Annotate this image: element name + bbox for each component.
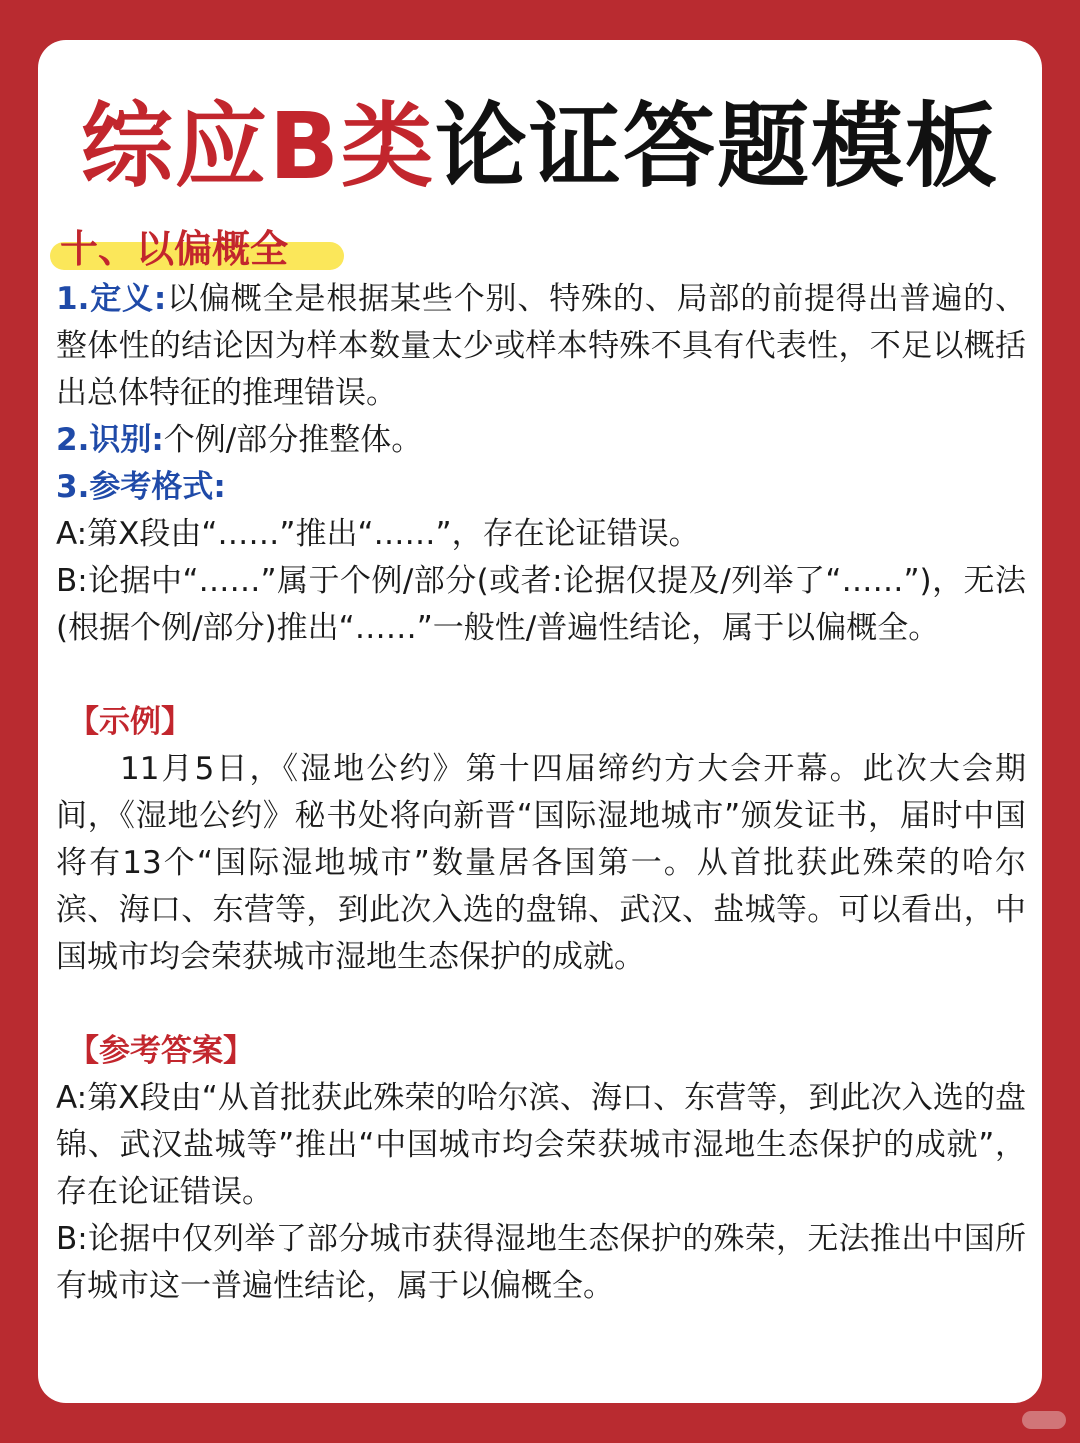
identify-paragraph xyxy=(56,417,1026,464)
format-a: A:第X段由“……”推出“……”，存在论证错误。 xyxy=(56,516,700,552)
main-content xyxy=(56,222,1026,1310)
answer-label-line xyxy=(56,1028,1026,1075)
identify-text: 个例/部分推整体。 xyxy=(163,422,423,458)
example-text: 11月5日，《湿地公约》第十四届缔约方大会开幕。此次大会期间，《湿地公约》秘书处将向新晋“国际湿地城市”颁发证书，届时中国将有13个“国际湿地城市”数量居各国第一。从首批获此殊荣的哈尔滨、海口、东营等，到此次入选的盘锦、武汉、盐城等。可以看出，中国城市均会荣获城市湿地生态保护的成就。 xyxy=(56,751,1026,975)
definition-paragraph xyxy=(56,276,1026,417)
identify-label: 2.识别: xyxy=(56,422,164,458)
spacer xyxy=(56,981,1026,1028)
answer-label: 【参考答案】 xyxy=(68,1033,254,1069)
format-b: B:论据中“……”属于个例/部分(或者:论据仅提及/列举了“……”)，无法(根据个例/部分)推出“……”一般性/普遍性结论，属于以偏概全。 xyxy=(56,563,1026,646)
definition-label: 1.定义: xyxy=(56,281,167,317)
format-label-line xyxy=(56,464,1026,511)
format-label: 3.参考格式: xyxy=(56,469,226,505)
answer-b: B:论据中仅列举了部分城市获得湿地生态保护的殊荣，无法推出中国所有城市这一普遍性结论，属于以偏概全。 xyxy=(56,1221,1026,1304)
title-black-part: 论证答题模板 xyxy=(435,93,1000,200)
definition-text: 以偏概全是根据某些个别、特殊的、局部的前提得出普遍的、整体性的结论因为样本数量太少或样本特殊不具有代表性，不足以概括出总体特征的推理错误。 xyxy=(56,281,1027,411)
answer-a: A:第X段由“从首批获此殊荣的哈尔滨、海口、东营等，到此次入选的盘锦、武汉盐城等”推出“中国城市均会荣获城市湿地生态保护的成就”，存在论证错误。 xyxy=(56,1080,1026,1210)
spacer xyxy=(56,652,1026,699)
page-title xyxy=(0,92,1080,202)
section-heading: 十、以偏概全 xyxy=(56,222,292,276)
example-label-line xyxy=(56,699,1026,746)
watermark-badge xyxy=(1022,1411,1066,1429)
title-red-part: 综应B类 xyxy=(80,93,436,200)
example-label: 【示例】 xyxy=(68,704,192,740)
